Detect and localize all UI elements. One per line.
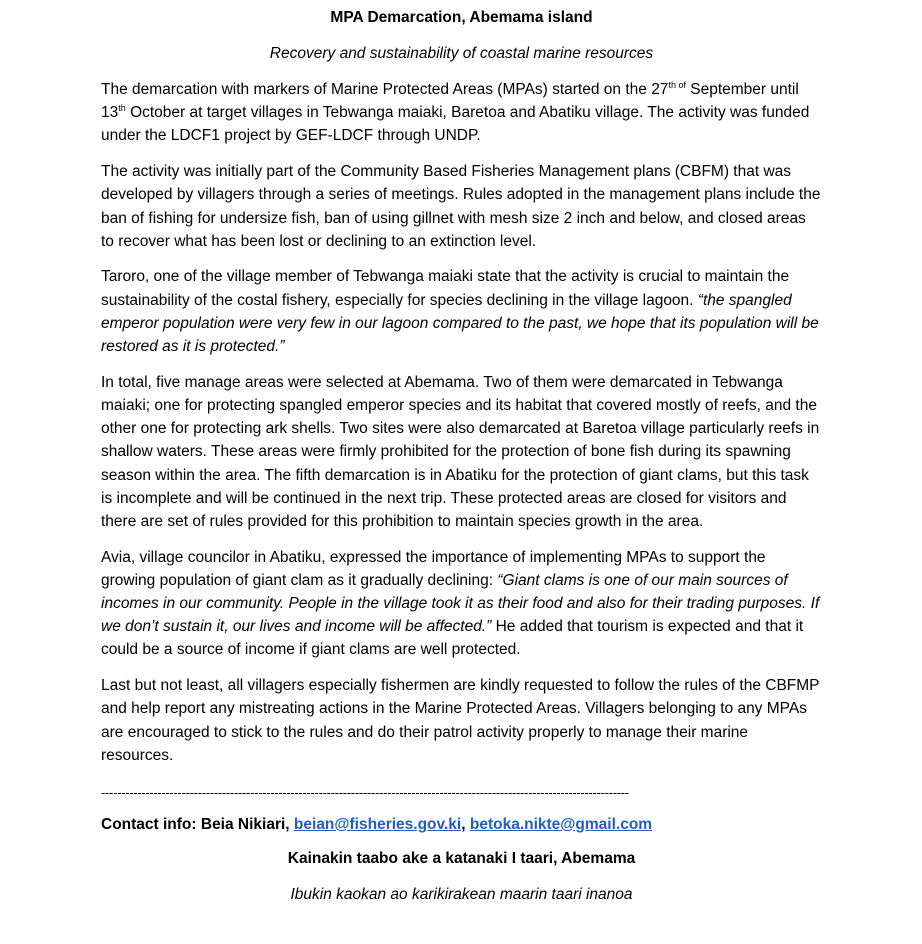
quote-taroro: “the spangled emperor population were very few in our lagoon compared to the past, we hope that its population will be restored as it is protected.” <box>101 291 819 356</box>
superscript-date-2: th <box>118 103 126 114</box>
superscript-date-1: th of <box>668 80 686 90</box>
paragraph-taroro <box>101 265 822 358</box>
paragraph-closing-request: Last but not least, all villagers especially fishermen are kindly requested to follow the rules of the CBFMP and help report any mistreating actions in the Marine Protected Areas. Villagers belonging to any MPAs are encouraged to stick to the rules and do their patrol activity properly to manage their marine resources. <box>101 677 820 764</box>
email-link-gmail[interactable]: betoka.nikte@gmail.com <box>469 815 653 833</box>
contact-separator: , <box>461 815 470 833</box>
closing-heading: Kainakin taabo ake a katanaki I taari, Abemama <box>287 849 636 867</box>
quote-avia: “Giant clams is one of our main sources of incomes in our community. People in the village took it as their food and also for their trading purposes. If we don’t sustain it, our lives and income will be affected.” <box>101 571 820 636</box>
contact-info <box>101 813 822 837</box>
paragraph-intro <box>101 78 822 148</box>
closing-subheading: Ibukin kaokan ao karikirakean maarin taari inanoa <box>290 885 633 903</box>
document-title: MPA Demarcation, Abemama island <box>330 9 593 26</box>
paragraph-intro-text-b: September until 13 <box>101 81 799 122</box>
paragraph-cbfm: The activity was initially part of the Community Based Fisheries Management plans (CBFM) that was developed by villagers through a series of meetings. Rules adopted in the management plans include the ban of fishing for undersize fish, ban of using gillnet with mesh size 2 inch and below, and closed areas to recover what has been lost or declining to an extinction level. <box>101 163 821 250</box>
paragraph-avia-after: He added that tourism is expected and that it could be a source of income if giant clams are well protected. <box>101 618 804 659</box>
divider-line: ----------------------------------------------------------------------------------------------------------------------------------- <box>101 784 629 800</box>
paragraph-avia <box>101 546 822 662</box>
contact-label: Contact info: Beia Nikiari, <box>101 815 294 833</box>
paragraph-manage-areas: In total, five manage areas were selected at Abemama. Two of them were demarcated in Tebwanga maiaki; one for protecting spangled emperor species and its habitat that covered mostly of reefs, and the other one for protecting ark shells. Two sites were also demarcated at Baretoa village particularly reefs in shallow waters. These areas were firmly prohibited for the protection of bone fish during its spawning season within the area. The fifth demarcation is in Abatiku for the protection of giant clams, but this task is incomplete and will be continued in the next trip. These protected areas are closed for visitors and there are set of rules provided for this prohibition to maintain species growth in the area. <box>101 373 820 530</box>
paragraph-avia-text: Avia, village councilor in Abatiku, expressed the importance of implementing MPAs to support the growing population of giant clam as it gradually declining: <box>101 548 766 589</box>
paragraph-intro-text-a: The demarcation with markers of Marine Protected Areas (MPAs) started on the 27 <box>101 81 669 98</box>
paragraph-taroro-text: Taroro, one of the village member of Tebwanga maiaki state that the activity is crucial to maintain the sustainability of the costal fishery, especially for species declining in the village lagoon. <box>101 268 790 309</box>
paragraph-intro-text-c: October at target villages in Tebwanga maiaki, Baretoa and Abatiku village. The activity was funded under the LDCF1 project by GEF-LDCF through UNDP. <box>101 104 810 145</box>
document-subtitle: Recovery and sustainability of coastal marine resources <box>269 45 654 62</box>
email-link-fisheries[interactable]: beian@fisheries.gov.ki <box>293 815 462 833</box>
